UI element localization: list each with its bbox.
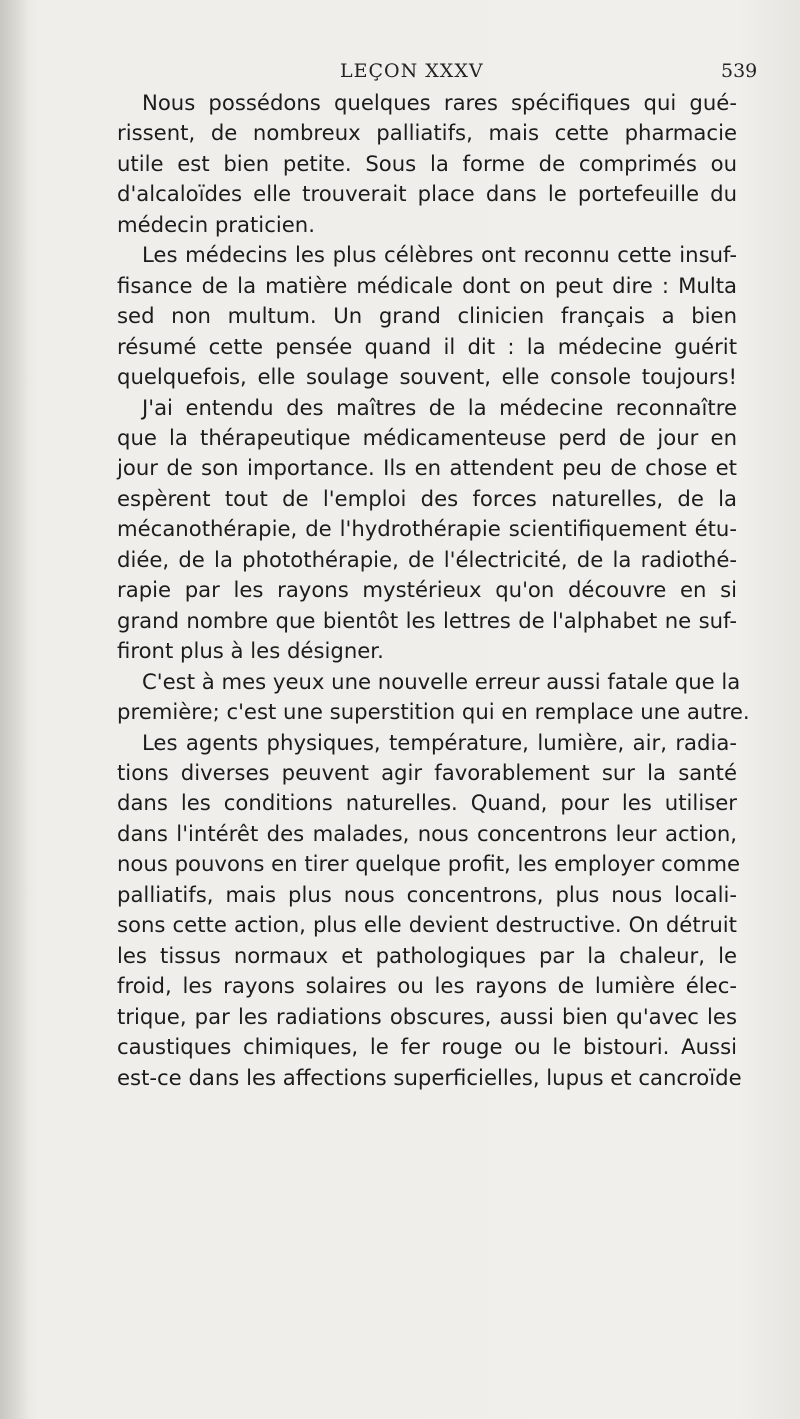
page-number: 539: [721, 60, 758, 82]
text-line: trique, par les radiations obscures, aussi bien qu'avec les: [117, 1003, 737, 1029]
text-line: C'est à mes yeux une nouvelle erreur aussi fatale que la: [142, 668, 741, 694]
text-line: froid, les rayons solaires ou les rayons de lumière élec-: [117, 973, 737, 999]
text-line: d'alcaloïdes elle trouverait place dans le portefeuille du: [117, 181, 737, 207]
text-line: fisance de la matière médicale dont on peut dire : Multa: [117, 272, 737, 298]
text-line: quelquefois, elle soulage souvent, elle console toujours!: [117, 364, 737, 390]
text-line: Les agents physiques, température, lumière, air, radia-: [142, 729, 737, 755]
text-line: palliatifs, mais plus nous concentrons, plus nous locali-: [117, 881, 737, 907]
text-line: les tissus normaux et pathologiques par la chaleur, le: [117, 942, 737, 968]
text-line: tions diverses peuvent agir favorablement sur la santé: [117, 759, 737, 785]
text-line: nous pouvons en tirer quelque profit, les employer comme: [117, 851, 741, 877]
text-line: utile est bien petite. Sous la forme de comprimés ou: [117, 150, 737, 176]
text-line: firont plus à les désigner.: [117, 638, 384, 664]
text-line: jour de son importance. Ils en attendent peu de chose et: [117, 455, 737, 481]
chapter-title: LEÇON XXXV: [340, 60, 484, 82]
text-line: dans les conditions naturelles. Quand, pour les utiliser: [117, 790, 737, 816]
text-line: Nous possédons quelques rares spécifiques qui gué-: [142, 90, 737, 115]
body-text: [117, 88, 750, 1093]
text-line: J'ai entendu des maîtres de la médecine reconnaître: [142, 394, 737, 420]
text-line: médecin praticien.: [117, 211, 315, 237]
paragraph: [117, 88, 737, 240]
text-line: que la thérapeutique médicamenteuse perd de jour en: [117, 424, 737, 450]
text-line: Les médecins les plus célèbres ont reconnu cette insuf-: [142, 242, 737, 268]
gutter-shadow: [0, 0, 30, 1419]
text-line: rapie par les rayons mystérieux qu'on découvre en si: [117, 577, 737, 603]
text-line: sed non multum. Un grand clinicien français a bien: [117, 303, 737, 329]
text-line: rissent, de nombreux palliatifs, mais cette pharmacie: [117, 120, 737, 146]
text-line: mécanothérapie, de l'hydrothérapie scientifiquement étu-: [117, 516, 737, 542]
text-line: caustiques chimiques, le fer rouge ou le bistouri. Aussi: [117, 1034, 737, 1060]
text-line: résumé cette pensée quand il dit : la médecine guérit: [117, 333, 737, 359]
text-line: espèrent tout de l'emploi des forces naturelles, de la: [117, 485, 737, 511]
text-line: première; c'est une superstition qui en remplace une autre.: [117, 699, 750, 725]
paragraph: [117, 728, 742, 1093]
text-line: sons cette action, plus elle devient destructive. On détruit: [117, 912, 737, 938]
text-line: dans l'intérêt des malades, nous concentrons leur action,: [117, 820, 737, 846]
text-line: est-ce dans les affections superficielles, lupus et cancroïde: [117, 1064, 742, 1090]
text-line: diée, de la photothérapie, de l'électricité, de la radiothé-: [117, 546, 737, 572]
paragraph: [117, 393, 737, 667]
text-line: grand nombre que bientôt les lettres de l'alphabet ne suf-: [117, 607, 737, 633]
paragraph: [117, 240, 737, 392]
paragraph: [117, 667, 750, 728]
